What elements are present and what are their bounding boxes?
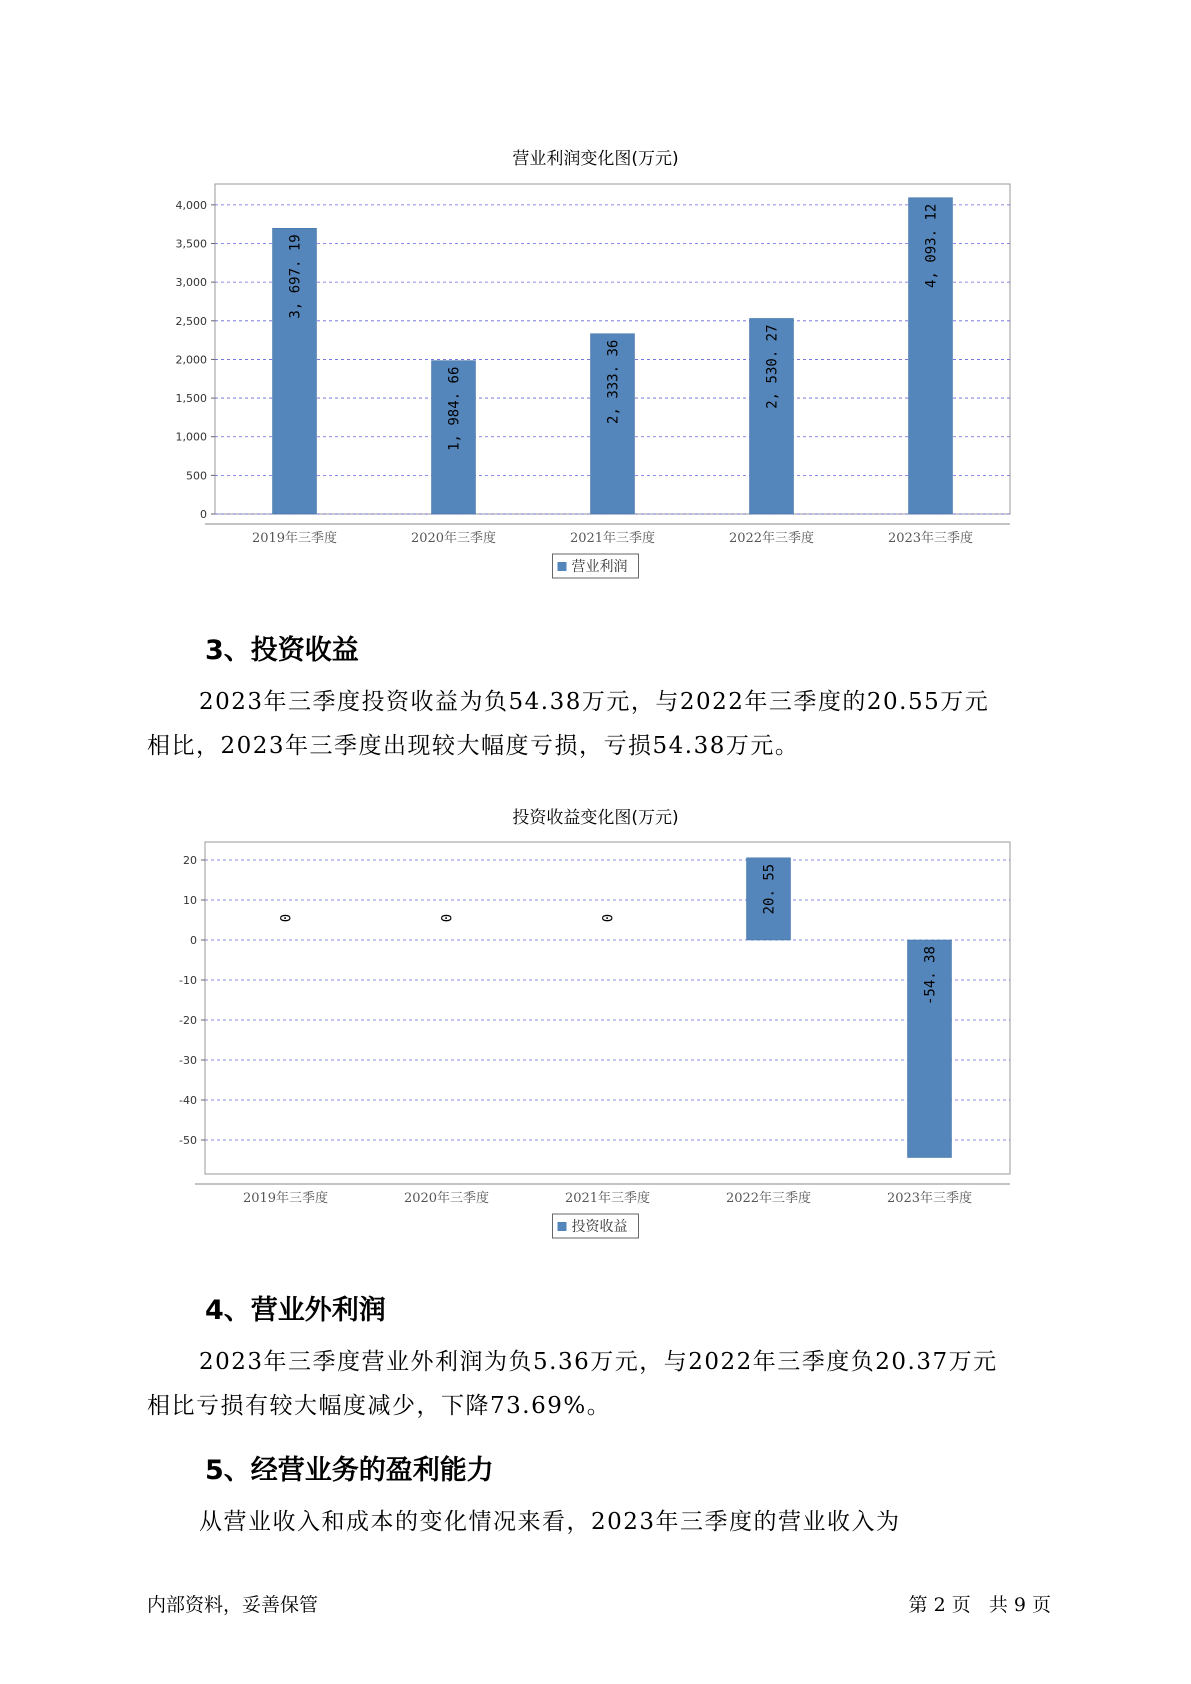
section-paragraph-profitability [147,1500,1057,1544]
y-tick-label: 0 [190,934,197,947]
y-tick-label: -20 [179,1014,197,1027]
section-paragraph-non-operating-profit [147,1340,1057,1428]
x-category-label: 2023年三季度 [886,1191,973,1206]
bar-value-label: 4, 093. 12 [923,203,940,288]
plot-area [205,842,1010,1174]
investment-income-chart [0,830,1191,1250]
y-tick-label: 1,500 [175,392,207,406]
y-tick-label: 0 [200,508,207,521]
y-tick-label: 4,000 [175,198,207,212]
y-tick-label: 2,000 [175,353,207,367]
legend-swatch [558,562,567,571]
paragraph-line: 从营业收入和成本的变化情况来看，2023年三季度的营业收入为 [199,1509,901,1535]
x-category-label: 2020年三季度 [410,531,497,546]
legend-label: 投资收益 [571,1219,628,1235]
x-category-label: 2021年三季度 [564,1191,651,1206]
y-tick-label: 3,000 [175,276,207,290]
chart2-title: 投资收益变化图(万元) [512,808,679,828]
bar-value-label: -54. 38 [922,946,939,1006]
bar-value-label: 2, 333. 36 [605,339,622,424]
y-tick-label: 20 [183,854,197,867]
paragraph-line: 2023年三季度投资收益为负54.38万元，与2022年三季度的20.55万元 [199,689,990,715]
y-tick-label: 2,500 [175,314,207,328]
x-category-label: 2019年三季度 [251,531,338,546]
x-category-label: 2022年三季度 [725,1191,812,1206]
bar-value-label: 1, 984. 66 [446,366,463,451]
y-tick-label: 1,000 [175,430,207,444]
section-heading-profitability: 5、经营业务的盈利能力 [205,1455,494,1486]
x-category-label: 2023年三季度 [887,531,974,546]
footer-confidential-note: 内部资料，妥善保管 [147,1594,319,1616]
bar-value-label: 20. 55 [761,863,778,915]
section-heading-non-operating-profit: 4、营业外利润 [205,1295,386,1326]
y-tick-label: -40 [179,1094,197,1107]
legend-label: 营业利润 [571,559,628,575]
legend-swatch [558,1222,567,1231]
x-category-label: 2020年三季度 [403,1191,490,1206]
bar-value-label: 0 [278,913,295,923]
paragraph-line: 相比，2023年三季度出现较大幅度亏损，亏损54.38万元。 [147,733,800,759]
bar-value-label: 3, 697. 19 [287,234,304,319]
paragraph-line: 2023年三季度营业外利润为负5.36万元，与2022年三季度负20.37万元 [199,1349,998,1375]
y-tick-label: 500 [186,469,207,483]
section-heading-investment-income: 3、投资收益 [205,635,359,666]
y-tick-label: -10 [179,974,197,987]
x-category-label: 2019年三季度 [242,1191,329,1206]
section-paragraph-investment-income [147,680,1057,768]
paragraph-line: 相比亏损有较大幅度减少，下降73.69%。 [147,1393,612,1419]
bar-value-label: 0 [600,913,617,923]
chart1-title: 营业利润变化图(万元) [512,149,679,169]
x-category-label: 2022年三季度 [728,531,815,546]
footer-page-number: 第 2 页 共 9 页 [908,1594,1051,1616]
y-tick-label: 3,500 [175,237,207,251]
y-tick-label: -50 [179,1134,197,1147]
x-category-label: 2021年三季度 [569,531,656,546]
bar-value-label: 2, 530. 27 [764,324,781,409]
operating-profit-chart [0,170,1191,590]
bar-value-label: 0 [439,913,456,923]
y-tick-label: -30 [179,1054,197,1067]
y-tick-label: 10 [183,894,197,907]
